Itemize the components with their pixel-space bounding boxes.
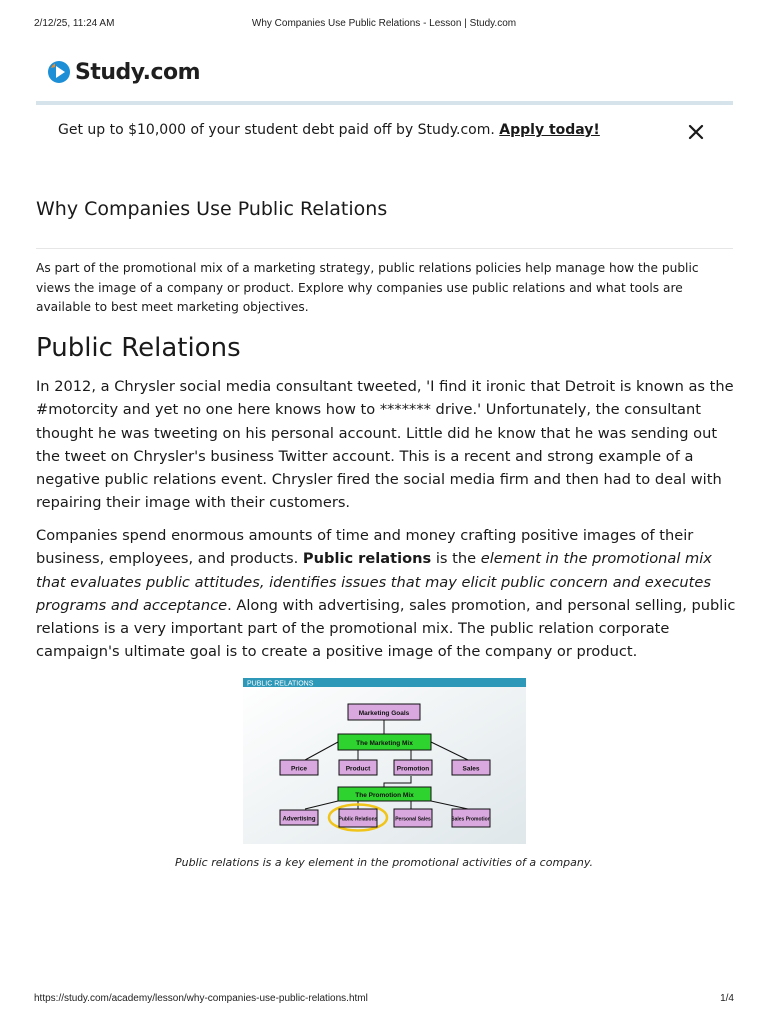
definition-text: element in the promotional mix that evaluates public attitudes, identifies issues that may elicit public concern and executes programs and acceptance (36, 550, 712, 614)
para2-text-3: . Along with advertising, sales promotion, and personal selling, public relations is a very important part of the promotional mix. The public relation corporate campaign's ultimate goal is to create a positive image of the company or product. (36, 596, 736, 661)
banner-text-wrap (58, 122, 600, 138)
banner-text: Get up to $10,000 of your student debt paid off by Study.com. (58, 122, 500, 138)
label-marketing-mix: The Marketing Mix (356, 740, 413, 747)
print-header (34, 18, 734, 32)
figure-caption: Public relations is a key element in the promotional activities of a company. (174, 856, 594, 869)
print-page-number: 1/4 (720, 993, 734, 1004)
print-datetime: 2/12/25, 11:24 AM (34, 18, 115, 29)
apply-today-link[interactable]: Apply today! (499, 122, 600, 138)
paragraph-chrysler: In 2012, a Chrysler social media consultant tweeted, 'I find it ironic that Detroit is known as the #motorcity and yet no one here knows how to ******* drive.' Unfortunately, the consultant thought he was tweeting on his personal account. Little did he know that he was sending out the tweet on Chrysler's business Twitter account. This is a recent and strong example of a negative public relations event. Chrysler fired the social media firm and then had to deal with repairing their image with their customers. (36, 378, 734, 512)
label-personal-sales: Personal Sales (395, 816, 431, 823)
lesson-title: Why Companies Use Public Relations (36, 198, 388, 220)
label-promotion: Promotion (396, 765, 430, 773)
header-divider (36, 101, 733, 105)
lesson-summary: As part of the promotional mix of a marketing strategy, public relations policies help manage how the public views the image of a company or product. Explore why companies use public relations and what tools are available to best meet marketing objectives. (36, 261, 699, 314)
term-public-relations: Public relations (302, 550, 432, 568)
label-promotion-mix: The Promotion Mix (355, 792, 414, 799)
print-footer (34, 993, 734, 1007)
title-divider (36, 248, 733, 249)
label-price: Price (291, 765, 307, 773)
public-relations-diagram (243, 678, 526, 844)
play-triangle-icon (47, 60, 71, 84)
promo-banner (58, 121, 718, 143)
print-page-title: Why Companies Use Public Relations - Lesson | Study.com (251, 18, 517, 29)
label-sales: Sales (462, 765, 480, 773)
label-product: Product (345, 765, 371, 773)
label-advertising: Advertising (282, 816, 316, 823)
close-icon[interactable] (685, 121, 707, 143)
diagram-header-text: PUBLIC RELATIONS (247, 680, 314, 688)
section-heading: Public Relations (36, 333, 241, 363)
label-marketing-goals: Marketing Goals (358, 710, 410, 717)
site-logo[interactable] (47, 58, 200, 86)
label-sales-promotion: Sales Promotion (451, 816, 491, 823)
logo-text: Study.com (75, 59, 201, 85)
paragraph-definition (36, 524, 736, 664)
para2-text-2: is the (431, 550, 481, 568)
label-public-relations: Public Relations (338, 816, 378, 823)
para2-text-1: Companies spend enormous amounts of time and money crafting positive images of their business, employees, and products. (36, 527, 694, 568)
print-url: https://study.com/academy/lesson/why-companies-use-public-relations.html (34, 993, 368, 1004)
